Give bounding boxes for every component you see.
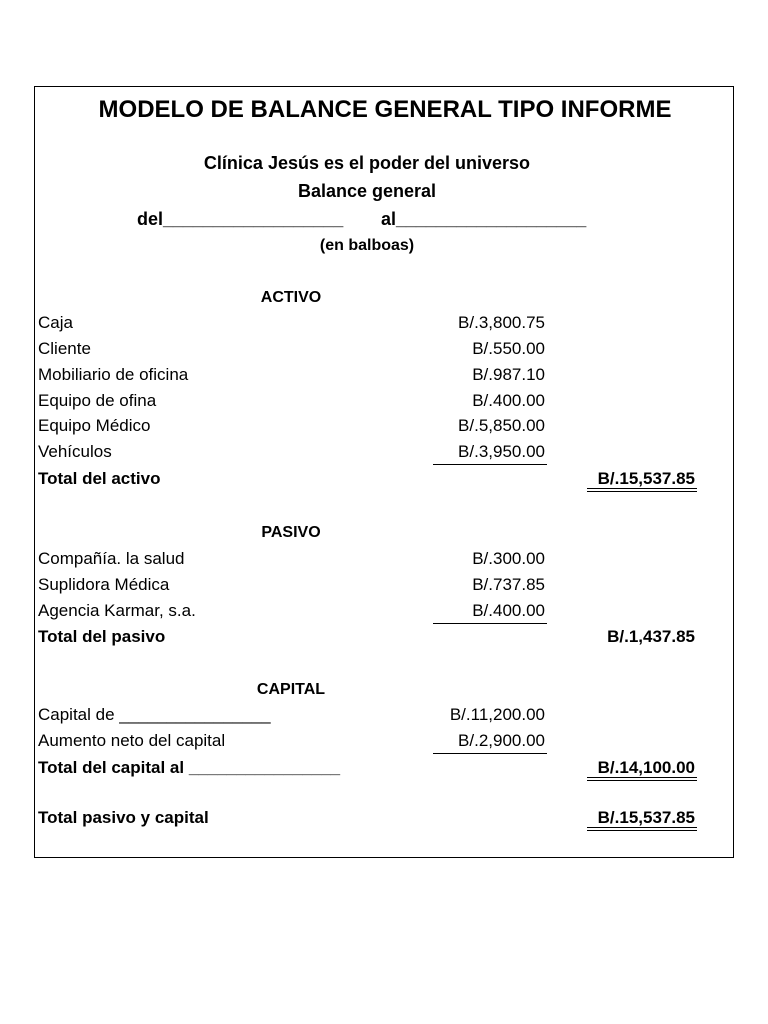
balance-sheet xyxy=(34,86,734,858)
line-label: Suplidora Médica xyxy=(38,575,170,594)
total-double-underline xyxy=(587,488,697,492)
line-amount: B/.300.00 xyxy=(472,549,545,568)
section-heading-activo: ACTIVO xyxy=(260,289,322,306)
page-title: MODELO DE BALANCE GENERAL TIPO INFORME xyxy=(98,96,672,123)
grand-total-amount: B/.15,537.85 xyxy=(597,808,695,827)
line-amount: B/.3,950.00 xyxy=(458,442,545,461)
line-label: Equipo Médico xyxy=(38,416,151,435)
line-amount: B/.11,200.00 xyxy=(449,705,545,724)
period-from: del__________________ xyxy=(137,209,344,229)
currency-note: (en balboas) xyxy=(319,237,415,254)
line-amount: B/.737.85 xyxy=(472,575,545,594)
line-amount: B/.400.00 xyxy=(472,391,545,410)
total-label: Total del activo xyxy=(38,469,161,488)
company-name: Clínica Jesús es el poder del universo xyxy=(203,153,531,173)
line-label: Vehículos xyxy=(38,442,112,461)
total-label: Total del pasivo xyxy=(38,627,166,646)
subtotal-underline xyxy=(433,753,547,754)
section-heading-capital: CAPITAL xyxy=(256,681,326,698)
line-amount: B/.5,850.00 xyxy=(458,416,545,435)
subtotal-underline xyxy=(433,464,547,465)
grand-total-double-underline xyxy=(587,827,697,831)
section-heading-pasivo: PASIVO xyxy=(261,524,321,541)
total-amount: B/.1,437.85 xyxy=(607,627,695,646)
grand-total-label: Total pasivo y capital xyxy=(38,808,209,827)
line-amount: B/.3,800.75 xyxy=(458,313,545,332)
line-label: Cliente xyxy=(38,339,91,358)
line-amount: B/.400.00 xyxy=(472,601,545,620)
line-label: Caja xyxy=(38,313,73,332)
period-to: al___________________ xyxy=(381,209,587,229)
total-amount: B/.14,100.00 xyxy=(597,758,695,777)
total-double-underline xyxy=(587,777,697,781)
line-label: Compañía. la salud xyxy=(38,549,185,568)
total-label: Total del capital al ________________ xyxy=(38,758,341,777)
line-label: Capital de ________________ xyxy=(38,705,271,724)
line-amount: B/.2,900.00 xyxy=(458,731,545,750)
subtotal-underline xyxy=(433,623,547,624)
line-amount: B/.550.00 xyxy=(472,339,545,358)
statement-name: Balance general xyxy=(297,181,437,201)
line-label: Mobiliario de oficina xyxy=(38,365,189,384)
total-amount: B/.15,537.85 xyxy=(597,469,695,488)
line-amount: B/.987.10 xyxy=(472,365,545,384)
line-label: Equipo de ofina xyxy=(38,391,157,410)
line-label: Agencia Karmar, s.a. xyxy=(38,601,196,620)
line-label: Aumento neto del capital xyxy=(38,731,226,750)
